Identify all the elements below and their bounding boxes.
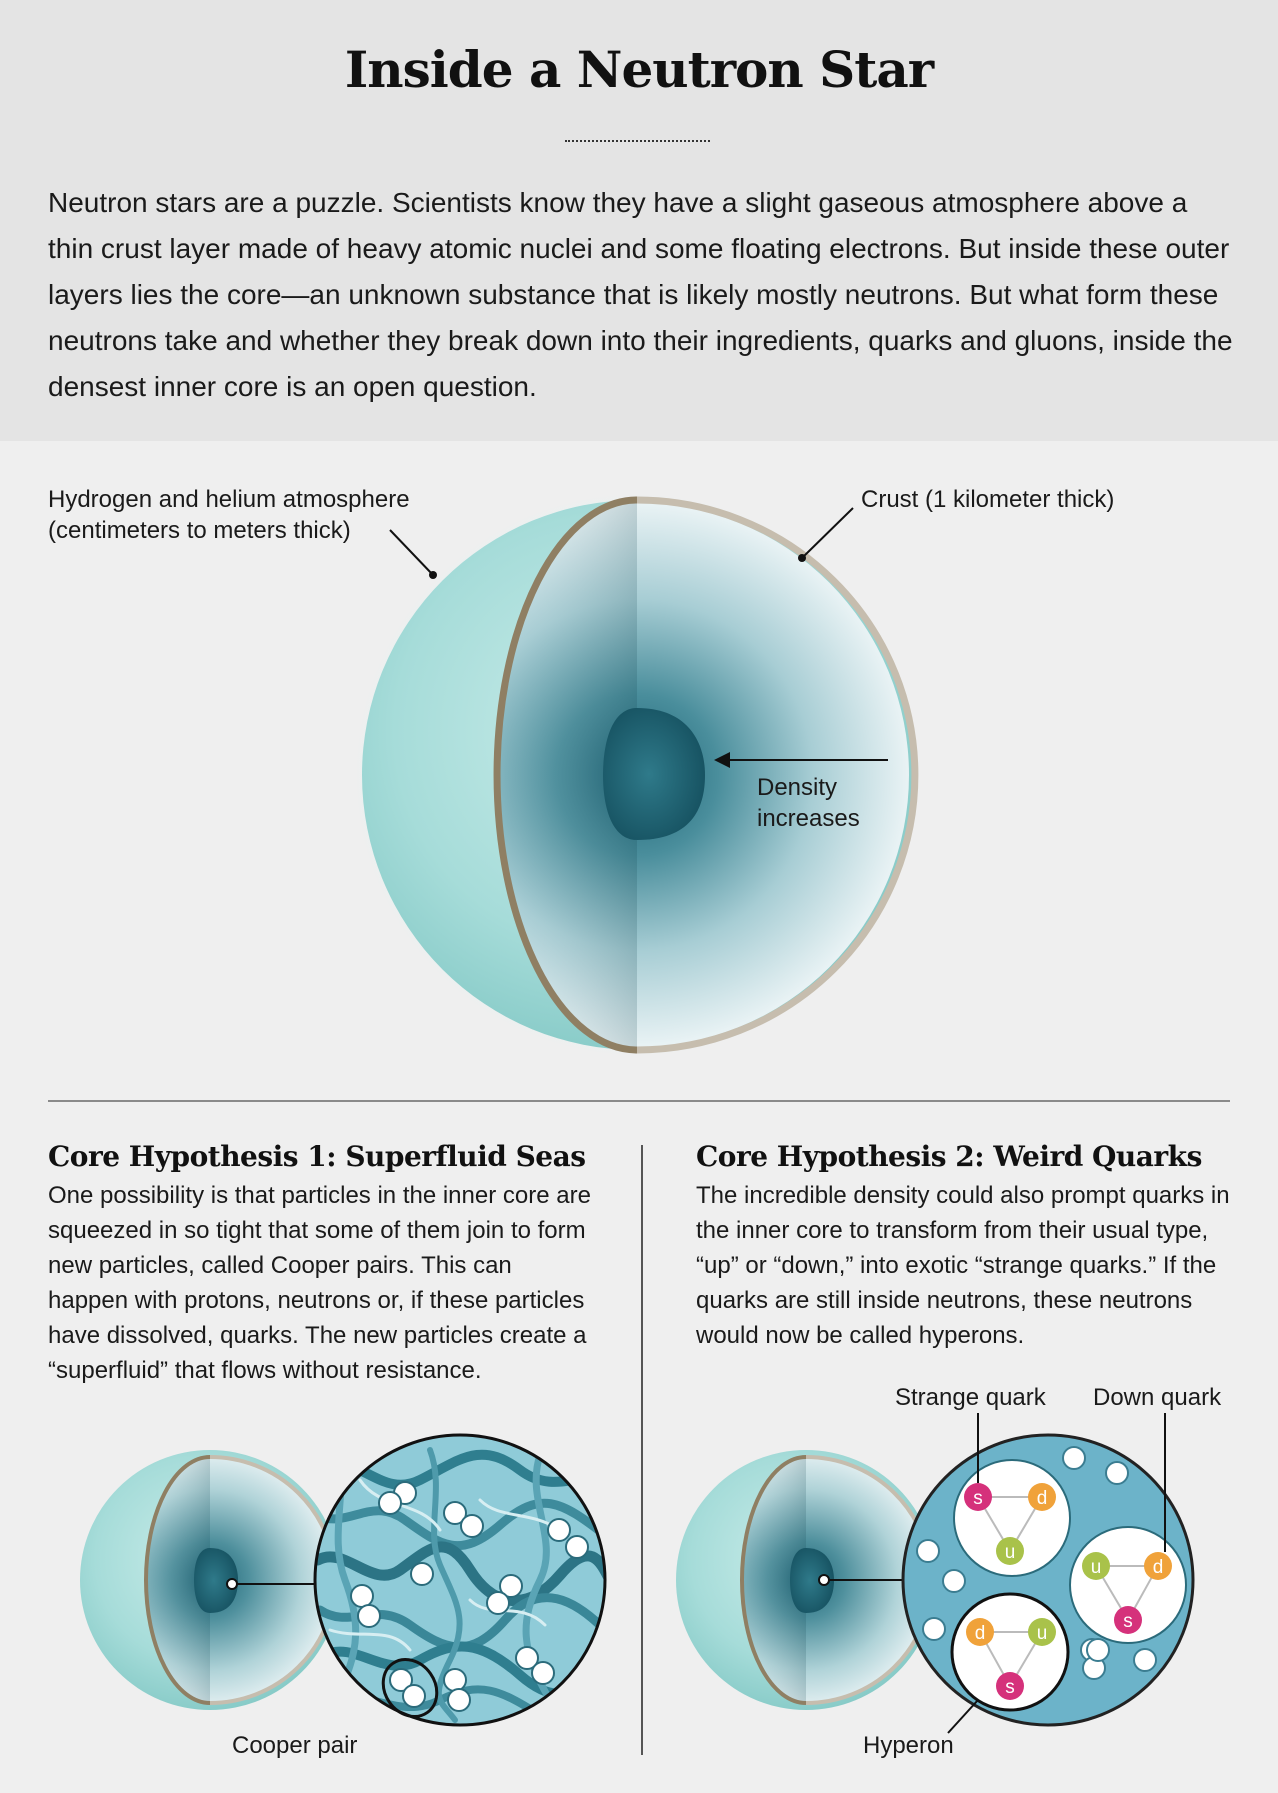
crust-label: Crust (1 kilometer thick) (861, 486, 1115, 513)
svg-text:s: s (1123, 1611, 1133, 1632)
hypothesis2-heading: Core Hypothesis 2: Weird Quarks (696, 1140, 1202, 1173)
hypothesis2-body: The incredible density could also prompt quarks in the inner core to transform from their usual type, “up” or “down,” into exotic “strange quarks.” If the quarks are still inside neutrons, these neutrons would now be called hyperons. (696, 1182, 1230, 1349)
svg-text:u: u (1090, 1557, 1102, 1578)
superfluid-sea (315, 1435, 610, 1727)
svg-text:d: d (974, 1623, 986, 1644)
atmosphere-label: Hydrogen and helium atmosphere (centimeters to meters thick) (48, 486, 410, 544)
hypothesis1-body: One possibility is that particles in the inner core are squeezed in so tight that some of them join to form new particles, called Cooper pairs. This can happen with protons, neutrons or, if these particles have dissolved, quarks. The new particles create a “superfluid” that flows without resistance. (48, 1182, 591, 1384)
crust-leader (802, 508, 853, 558)
svg-text:d: d (1152, 1557, 1164, 1578)
hyperon-leader (948, 1700, 978, 1733)
intro-text: Neutron stars are a puzzle. Scientists know they have a slight gaseous atmosphere above a thin crust layer made of heavy atomic nuclei and some floating electrons. But inside these outer layers lies the core—an unknown substance that is likely mostly neutrons. But what form these neutrons take and whether they break down into their ingredients, quarks and gluons, inside the densest inner core is an open question. (48, 187, 1233, 402)
svg-text:s: s (973, 1488, 983, 1509)
density-label: Density increases (757, 774, 860, 832)
page-title: Inside a Neutron Star (344, 40, 934, 99)
section-divider (48, 1100, 1230, 1102)
svg-text:u: u (1004, 1542, 1016, 1563)
strange-quark-label: Strange quark (895, 1384, 1046, 1411)
svg-text:u: u (1036, 1623, 1048, 1644)
small-star-1 (80, 1450, 340, 1710)
svg-text:d: d (1036, 1488, 1048, 1509)
hypothesis1-heading: Core Hypothesis 1: Superfluid Seas (48, 1140, 586, 1173)
small-star-2 (676, 1450, 936, 1710)
cooper-pair-label: Cooper pair (232, 1732, 358, 1759)
column-divider (641, 1145, 643, 1755)
quark-sea (903, 1413, 1193, 1733)
svg-text:s: s (1005, 1677, 1015, 1698)
hyperon-label: Hyperon (863, 1732, 954, 1759)
down-quark-label: Down quark (1093, 1384, 1222, 1411)
